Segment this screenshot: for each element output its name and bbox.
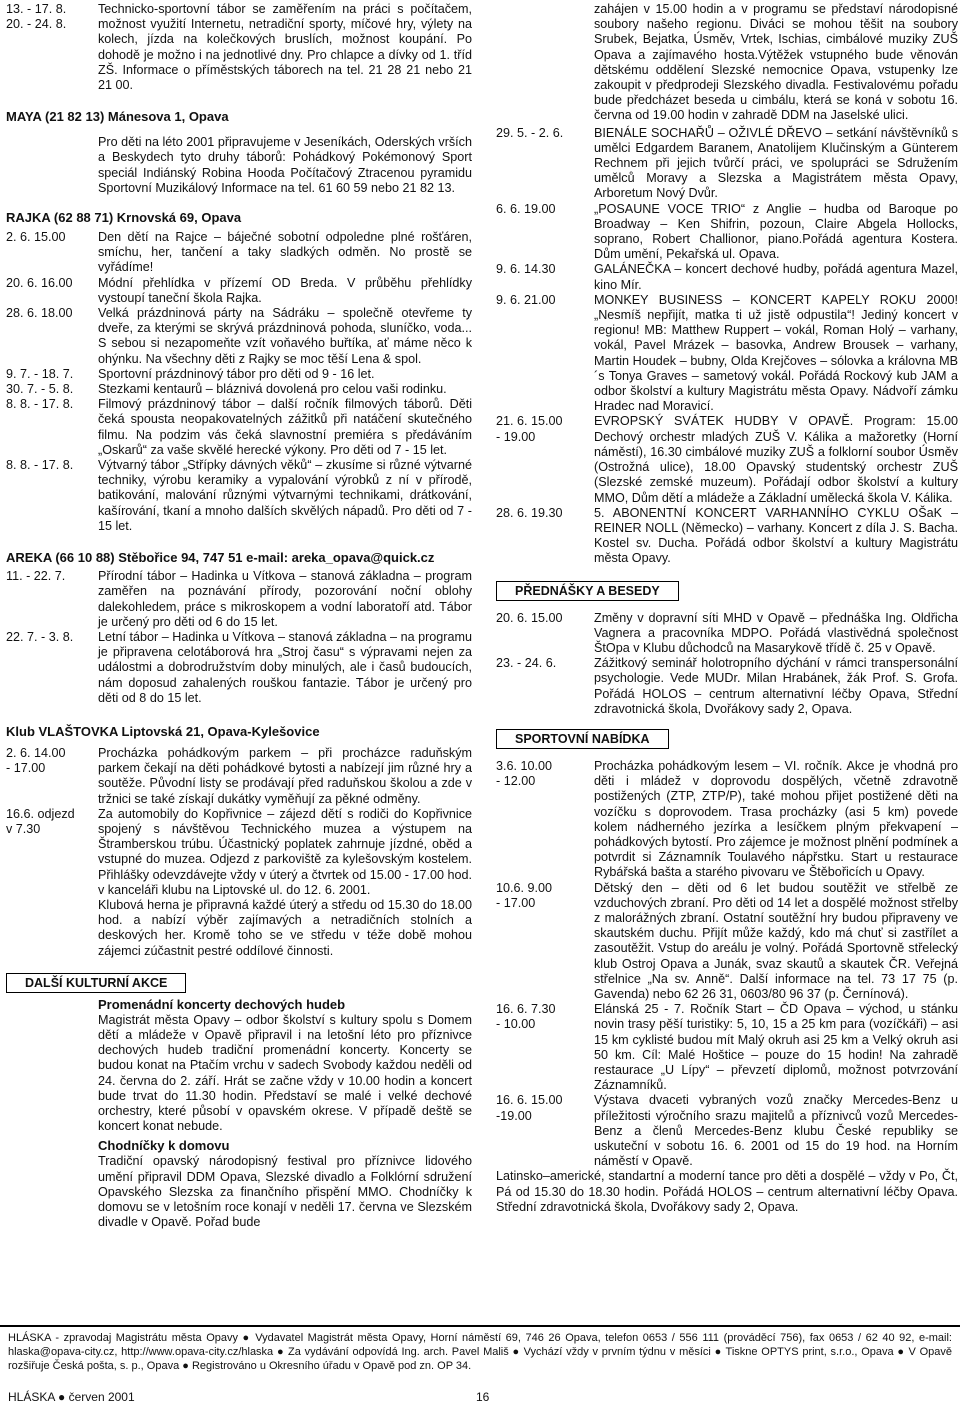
list-item [6, 746, 472, 807]
list-item [496, 881, 958, 1003]
list-item [496, 506, 958, 567]
entry-date: 3.6. 10.00 - 12.00 [496, 758, 553, 789]
entry-text: Změny v dopravní síti MHD v Opavě – přednáška Ing. Oldřicha Vagnera a pracovníka MDPO. Pořádá vlastivědná společnost ŠtOpa v Klubu důchodců na Masarykově třídě č. 25 v Opavě. [594, 610, 958, 655]
entry-text: Letní tábor – Hadinka u Vítkova – stanová základna – na programu je připravena celotáborová hra „Stroj času“ s výpravami nejen za událostmi a dobrodružstvím doby minulých, ale i časů budoucích, nám doposud zahalených rouškou fantazie. Tábor je určený pro děti od 8 do 15 let. [98, 629, 472, 705]
entry-date: 16. 6. 7.30 - 10.00 [496, 1002, 556, 1032]
entry-date: 10.6. 9.00 - 17.00 [496, 880, 553, 910]
entry-text: Technicko-sportovní tábor se zaměřením na práci s počítačem, možnost využití Internetu, netradiční sporty, míčové hry, výlety na kolech, jízda na kolečkových bruslích, možnost koupání. Po dohodě je možno i na jednotlivé dny. Pro chlapce a dívky od 1. tříd ZŠ. Informace o příměstských táborech na tel. 21 28 21 nebo 21 21 00. [98, 2, 472, 93]
page-number: 16 [476, 1390, 490, 1404]
entry-text: Sportovní prázdninový tábor pro děti od 9 - 16 let. [98, 366, 375, 381]
list-item [496, 202, 958, 263]
entry-text: Velká prázdninová párty na Sádráku – společně otevřeme ty dveře, za kterými se skrývá prázdninová pohoda, sluníčko, voda... S sebou si nezapomeňte vzít voňavého buřtíka, ať máme něco k ohýnku. Na všechny děti z Rajky se moc těší Lena & spol. [98, 306, 472, 366]
list-item [496, 1093, 958, 1169]
entry-text: BIENÁLE SOCHAŘŮ – OŽIVLÉ DŘEVO – setkání návštěvníků s umělci Edgardem Baranem, Anatolijem Klučinským a Günterem Rechnem při jejich tvůrčí práci, ve spolupráci se Sdružením umělců Moravy a Slezska a Magistrátem města Opavy, Arboretum Nový Dvůr. [594, 125, 958, 201]
list-item [496, 293, 958, 415]
list-item [6, 630, 472, 706]
entry-date: 22. 7. - 3. 8. [6, 629, 74, 644]
entry-text: GALÁNEČKA – koncert dechové hudby, pořádá agentura Mazel, kino Mír. [594, 262, 958, 292]
events-list [496, 126, 958, 567]
culture-label-wrap [6, 973, 472, 993]
entry-text: 5. ABONENTNÍ KONCERT VARHANNÍHO CYKLU OŠaK – REINER NOLL (Německo) – varhany. Koncert z díla J. S. Bacha. Kostel sv. Ducha. Pořádá odbor školství a kultury Magistrátu města Opavy. [594, 505, 958, 566]
rajka-heading: RAJKA (62 88 71) Krnovská 69, Opava [6, 210, 242, 226]
imprint-box [0, 1325, 960, 1373]
entry-date: 28. 6. 18.00 [6, 306, 73, 321]
entry-date: 30. 7. - 5. 8. [6, 382, 74, 397]
areka-list [6, 569, 472, 706]
sports-list [496, 759, 958, 1169]
culture-label: DALŠÍ KULTURNÍ AKCE [6, 973, 186, 993]
vlastovka-list [6, 746, 472, 898]
entry-date: 9. 7. - 18. 7. [6, 366, 74, 381]
vlastovka-note: Klubová herna je připravná každé úterý a středu od 15.30 do 18.00 hod. a nabízí výběr zajímavých a netradičních stolních a deskových her. Kromě toho se ve středu v téže době mohou zájemci zúčastnit pestré oddílové činnosti. [98, 897, 472, 958]
entry-text: Procházka pohádkovým lesem – VI. ročník. Akce je vhodná pro děti i mládež v doprovodu dospělých, včetně zdravotně postižených (ZTP, ZTP/P), také mohou přijet postižené děti na vozíčku s doprovodem. Trasa procházky (asi 5 km) povede kolem nádherného jezírka a lesíčkem plným překvapení – pohádkových bytostí. Pro zájemce je možnost plnění podmínek a potvrdit si Záznamník Toulavého nápřstku. Start u restaurace Rybářská bašta a starého pivovaru ve Štěbořicích u Opavy. [594, 758, 958, 880]
entry-text: Přírodní tábor – Hadinka u Vítkova – stanová základna – program zaměřen na poznávání přírody, pozorování noční oblohy dalekohledem, práce s mikroskopem a vodní laboratoří atd. Tábor je určený pro děti od 6 do 15 let. [98, 569, 472, 629]
entry-text: MONKEY BUSINESS – KONCERT KAPELY ROKU 2000! „Nesmíš nepřijít, matka ti už jistě odpustila“! Jediný koncert v regionu! MB: Matthew Ruppert – vokál, Roman Holý – varhany, vokál, Pavel Mrázek – basovka, Andrew Brousek – varhany, Martin Houdek – bubny, Olda Krejčoves – sólovka a královna MB´s Tonya Graves – sametový vokál. Pořádá Rockový kub JAM a odbor školství a kultury Magistrátu města Opavy. Nádvoří zámku Hradec nad Moravicí. [594, 292, 958, 414]
vlastovka-heading: Klub VLAŠTOVKA Liptovská 21, Opava-Kylešovice [6, 723, 320, 739]
imprint-text: HLÁSKA - zpravodaj Magistrátu města Opavy ● Vydavatel Magistrát města Opavy, Horní náměstí 69, 746 26 Opava, telefon 0653 / 556 111 (prováděcí 756), fax 0653 / 62 40 92, e-mail: hlaska@opava-city.cz, http://www.opava-city.cz/hlaska ● Za vydávání odpovídá Ing. arch. Pavel Mališ ● Vychází vždy v prvním týdnu v měsíci ● Tiskne OPTYS print, s.r.o., Opava ● V Opavě rozšiřuje Česká pošta, s. p., Opava ● Registrováno u Okresního úřadu v Opavě pod zn. OP 34. [8, 1332, 952, 1372]
masthead: HLÁSKA ● červen 2001 [8, 1390, 135, 1404]
entry-text: Výstava dvaceti vybraných vozů značky Mercedes-Benz u příležitosti výročního srazu majitelů a příznivců vozů Mercedes-Benz a členů Mercedes-Benz klubu České republiky se uskuteční v sobotu 16. 6. 2001 od 15 do 19 hod. na Horním náměstí v Opavě. [594, 1093, 958, 1169]
list-item [6, 569, 472, 630]
list-item [496, 414, 958, 505]
list-item [6, 230, 472, 276]
sports-label: SPORTOVNÍ NABÍDKA [496, 729, 669, 749]
maya-text: Pro děti na léto 2001 připravujeme v Jeseníkách, Oderských vrších a Beskydech tyto druhy táborů: Pohádkový Pokémonový Sport speciál Indiánský Robina Hooda Počítačový Ztracenou pyramidu Sportovní Muzikálový Informace na tel. 61 60 59 nebo 21 82 13. [98, 135, 472, 195]
entry-date: 8. 8. - 17. 8. [6, 458, 74, 473]
list-item [496, 656, 958, 717]
entry-text: Výtvarný tábor „Střípky dávných věků“ – zkusíme si různé výtvarné techniky, výrobu keramiky a vypalování výrobků z ní v přírodě, batikování, malování různými výtvarnými technikami, drátkování, kašírování, tkaní a mnoho dalších skvělých nápadů. Pro děti od 7 - 15 let. [98, 458, 472, 533]
sports-label-wrap [496, 729, 958, 749]
entry-date: 16.6. odjezd v 7.30 [6, 806, 75, 836]
entry-text: „POSAUNE VOCE TRIO“ z Anglie – hudba od Baroque po Broadway – Ken Shifrin, pozoun, Claire Abgela Hollocks, soprano, Robert Challionor, piano.Pořádá agentura Kostera. Dům umění, Pekařská ul. Opava. [594, 201, 958, 262]
lectures-label: PŘEDNÁŠKY A BESEDY [496, 581, 679, 601]
lectures-list [496, 611, 958, 717]
culture-subheading: Chodníčky k domovu [98, 1138, 230, 1154]
entry-text: Dětský den – děti od 6 let budou soutěžit ve střelbě ze vzduchových zbraní. Pro děti od 14 let a dospělé možnost střelby z malorážných zbraní. Ostatní soutěžní hry budou připraveny ve skautském duchu. Přijít může každý, kdo má chuť si zastřílet a zasoutěžit. Vstup do areálu je volný. Pořádá Sportovně střelecký klub Ostroj Opava a Junák, svaz skautů a skautek ČR. Veřejná střelnice „Na sv. Anně“. Další informace na tel. 73 17 75 (p. Gavenda) nebo 62 26 31, 0603/80 96 37 (p. Černínová). [594, 880, 958, 1001]
continued-text: zahájen v 15.00 hodin a v programu se představí národopisné soubory našeho regionu. Diváci se mohou těšit na soubory Srubek, Bejatka, Úsměv, Vrtek, Ischias, cimbálové muziky ZUŠ Opava a zajímavého hosta.Výtěžek vstupného bude věnován dětskému oddělení Slezské nemocnice Opava, vstupenky lze zakoupit v předprodeji Slezského divadla. Festivalovému pořadu bude předcházet beseda u cimbálu, která se koná v sobotu 16. června od 19.00 hodin v zahradě DDM na Jaselské ulici. [594, 2, 958, 123]
entry-date: 23. - 24. 6. [496, 656, 557, 671]
culture-text: Magistrát města Opavy – odbor školství s kultury spolu s Domem dětí a mládeže v Opavě připravil i na letošní léto pro příznivce dechových hudeb tradiční promenádní koncerty. Koncerty se budou konat na Ptačím vrchu v sadech Svobody každou neděli od 24. června do 2. září. Hrát se začne vždy v 10.00 hodin a koncert bude trvat do 11.30 hodin. Představí se malé i velké dechové orchestry, které působí v opavském okrese. V případě deště se koncert konat nebude. [98, 1012, 472, 1134]
list-item [6, 382, 472, 397]
rajka-list [6, 230, 472, 534]
entry-date: 2. 6. 14.00 - 17.00 [6, 745, 66, 776]
list-item [496, 611, 958, 657]
right-column [496, 0, 958, 1215]
entry-date: 21. 6. 15.00 - 19.00 [496, 414, 563, 444]
areka-heading: AREKA (66 10 88) Stěbořice 94, 747 51 e-mail: areka_opava@quick.cz [6, 550, 435, 566]
entry-date: 29. 5. - 2. 6. [496, 125, 564, 140]
entry-date: 2. 6. 15.00 [6, 230, 66, 245]
list-item [6, 367, 472, 382]
entry-date: 20. 6. 16.00 [6, 275, 73, 290]
sports-note: Latinsko–americké, standartní a moderní tance pro děti a dospělé – vždy v Po, Čt, Pá od 15.30 do 18.30 hodin. Pořádá HOLOS – centrum alternativní léčby Opava. Střední zdravotnická škola, Dvořákovy sady 2, Opava. [496, 1169, 958, 1214]
entry-text: Stezkami kentaurů – bláznivá dovolená pro celou vaši rodinku. [98, 382, 447, 397]
entry-date: 13. - 17. 8. 20. - 24. 8. [6, 2, 67, 32]
intro-entry [6, 2, 472, 93]
list-item [496, 126, 958, 202]
list-item [496, 759, 958, 881]
entry-date: 16. 6. 15.00 -19.00 [496, 1093, 563, 1123]
culture-text: Tradiční opavský národopisný festival pro příznivce lidového umění připravil DDM Opava, Slezské divadlo a Folklórní sdružení Opavského Slezska za finančního přispění MMO. Chodníčky k domovu se v letošním roce konají v neděli 17. června ve Slezském divadle v Opavě. Pořad bude [98, 1154, 472, 1230]
list-item [496, 1002, 958, 1093]
list-item [6, 458, 472, 534]
entry-text: Za automobily do Kopřivnice – zájezd dětí s rodiči do Kopřivnice spojený s návštěvou Technického muzea a výstupem na Štramberskou trúbu. Účastnický poplatek zahrnuje jízdné, oběd a vstupné do muzea. Odjezd z parkoviště za kylešovským kostelem. Přihlášky odevzdávejte vždy v úterý a čtvrtek od 15.00 - 17.00 hod. v kanceláři klubu na Liptovské ul. do 12. 6. 2001. [98, 806, 472, 897]
entry-date: 9. 6. 14.30 [496, 262, 556, 277]
entry-date: 9. 6. 21.00 [496, 292, 556, 307]
maya-heading: MAYA (21 82 13) Mánesova 1, Opava [6, 109, 229, 125]
entry-date: 8. 8. - 17. 8. [6, 397, 74, 412]
entry-date: 6. 6. 19.00 [496, 201, 556, 216]
left-column [6, 0, 472, 1230]
entry-text: Procházka pohádkovým parkem – při procházce raduňským parkem čekají na děti pohádkové bytosti a nabízejí jim různé hry a soutěže. Původní listy se prodávají před raduňskou školou a zde v tržnici se také získají dukátky vyměňují za pěkné odměny. [98, 745, 472, 806]
entry-text: EVROPSKÝ SVÁTEK HUDBY V OPAVĚ. Program: 15.00 Dechový orchestr mladých ZUŠ V. Kálika a mažoretky (Horní náměstí), 16.30 cimbálové muziky ZUŠ a folklorní soubor Úsměv (Ostrožná ulice), 18.00 Opavský studentský orchestr ZUŠ (Slezské zemské muzeum). Pořádají odbor školství a kultury MMO, Dům dětí a mládeže a Základní umělecká škola V. Kálika. [594, 414, 958, 505]
entry-date: 28. 6. 19.30 [496, 505, 563, 520]
entry-text: Zážitkový seminář holotropního dýchání v rámci transpersonální psychologie. Vede MUDr. Milan Hrabánek, žák Prof. S. Grofa. Pořádá HOLOS – centrum alternativní léčby Opava, Střední zdravotnická škola, Dvořákovy sady 2, Opava. [594, 656, 958, 716]
entry-date: 11. - 22. 7. [6, 569, 66, 584]
lectures-label-wrap [496, 581, 958, 601]
entry-text: Den dětí na Rajce – báječné sobotní odpoledne plné rošťáren, smíchu, her, tančení a taky sladkých odměn. No prostě se vyřádíme! [98, 230, 472, 275]
list-item [6, 807, 472, 898]
list-item [6, 276, 472, 306]
entry-date: 20. 6. 15.00 [496, 610, 563, 625]
entry-text: Elánská 25 - 7. Ročník Start – ČD Opava – východ, u stánku novin trasy pěší turistiky: 5, 10, 15 a 25 km para (vozíčkáři) – asi 15 km cyklisté budou mít Malý okruh asi 25 km a Velký okruh asi 50 km. Cíl: Malé Hoštice – pouze do 15 hodin! Na zahradě restaurace „U Lípy“ – převzetí diplomů, možnost potvrzování Záznamníků. [594, 1002, 958, 1093]
list-item [496, 262, 958, 292]
list-item [6, 397, 472, 458]
culture-subheading: Promenádní koncerty dechových hudeb [98, 996, 346, 1012]
entry-text: Módní přehlídka v přízemí OD Breda. V průběhu přehlídky vystoupí taneční škola Rajka. [98, 275, 472, 305]
list-item [6, 306, 472, 367]
entry-text: Filmový prázdninový tábor – další ročník filmových táborů. Děti čeká spousta neopakovatelných zážitků při natáčení skutečného filmu. Na podzim vás čeká slavnostní premiéra s předáváním „Oskarů“ za vaše skvělé herecké výkony. Pro děti od 7 - 15 let. [98, 397, 472, 457]
